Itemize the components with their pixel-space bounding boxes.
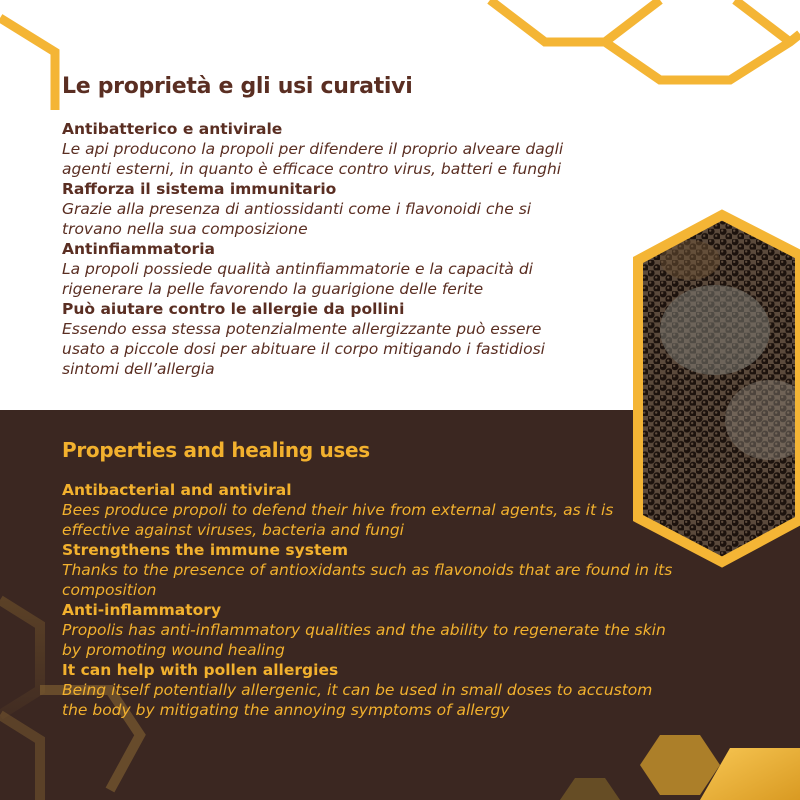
- italian-item-antiinflammatory: [62, 239, 662, 299]
- english-item-allergies: [62, 660, 762, 720]
- italian-item-heading: Rafforza il sistema immunitario: [62, 180, 337, 198]
- italian-item-line: trovano nella sua composizione: [62, 220, 308, 238]
- english-item-antibacterial: [62, 480, 762, 540]
- english-item-line: Being itself potentially allergenic, it can be used in small doses to accustom: [62, 681, 653, 699]
- hexagon-outline-icon: [490, 0, 660, 42]
- italian-item-allergies: [62, 299, 662, 379]
- english-item-immune: [62, 540, 762, 600]
- english-item-line: Bees produce propoli to defend their hive from external agents, as it is: [62, 501, 614, 519]
- english-item-line: by promoting wound healing: [62, 641, 285, 659]
- english-item-heading: Antibacterial and antiviral: [62, 481, 292, 499]
- italian-item-line: usato a piccole dosi per abituare il corpo mitigando i fastidiosi: [62, 340, 545, 358]
- italian-item-antibacterial: [62, 119, 662, 179]
- english-item-antiinflammatory: [62, 600, 762, 660]
- italian-title: Le proprietà e gli usi curativi: [62, 74, 413, 99]
- english-item-heading: Strengthens the immune system: [62, 541, 349, 559]
- italian-item-heading: Antibatterico e antivirale: [62, 120, 283, 138]
- english-item-line: effective against viruses, bacteria and fungi: [62, 521, 404, 539]
- italian-item-line: La propoli possiede qualità antinfiammatorie e la capacità di: [62, 260, 533, 278]
- italian-item-line: Le api producono la propoli per difendere il proprio alveare dagli: [62, 140, 564, 158]
- italian-item-line: sintomi dell’allergia: [62, 360, 215, 378]
- english-item-line: the body by mitigating the annoying symptoms of allergy: [62, 701, 510, 719]
- italian-item-heading: Può aiutare contro le allergie da pollini: [62, 300, 405, 318]
- hexagon-filled-icon: [700, 748, 800, 800]
- hexagon-outline-icon: [0, 18, 55, 110]
- english-item-line: Thanks to the presence of antioxidants such as flavonoids that are found in its: [62, 561, 673, 579]
- italian-item-line: agenti esterni, in quanto è efficace contro virus, batteri e funghi: [62, 160, 562, 178]
- english-item-line: composition: [62, 581, 157, 599]
- italian-section: [62, 74, 662, 379]
- english-item-heading: It can help with pollen allergies: [62, 661, 339, 679]
- english-title: Properties and healing uses: [62, 438, 370, 462]
- italian-item-line: Essendo essa stessa potenzialmente allergizzante può essere: [62, 320, 542, 338]
- english-item-heading: Anti-inflammatory: [62, 601, 222, 619]
- italian-item-heading: Antinfiammatoria: [62, 240, 215, 258]
- hexagon-filled-icon: [640, 735, 720, 795]
- italian-item-immune: [62, 179, 662, 239]
- english-section: [62, 438, 762, 720]
- italian-item-line: rigenerare la pelle favorendo la guarigione delle ferite: [62, 280, 484, 298]
- italian-item-line: Grazie alla presenza di antiossidanti come i flavonoidi che si: [62, 200, 532, 218]
- english-item-line: Propolis has anti-inflammatory qualities and the ability to regenerate the skin: [62, 621, 666, 639]
